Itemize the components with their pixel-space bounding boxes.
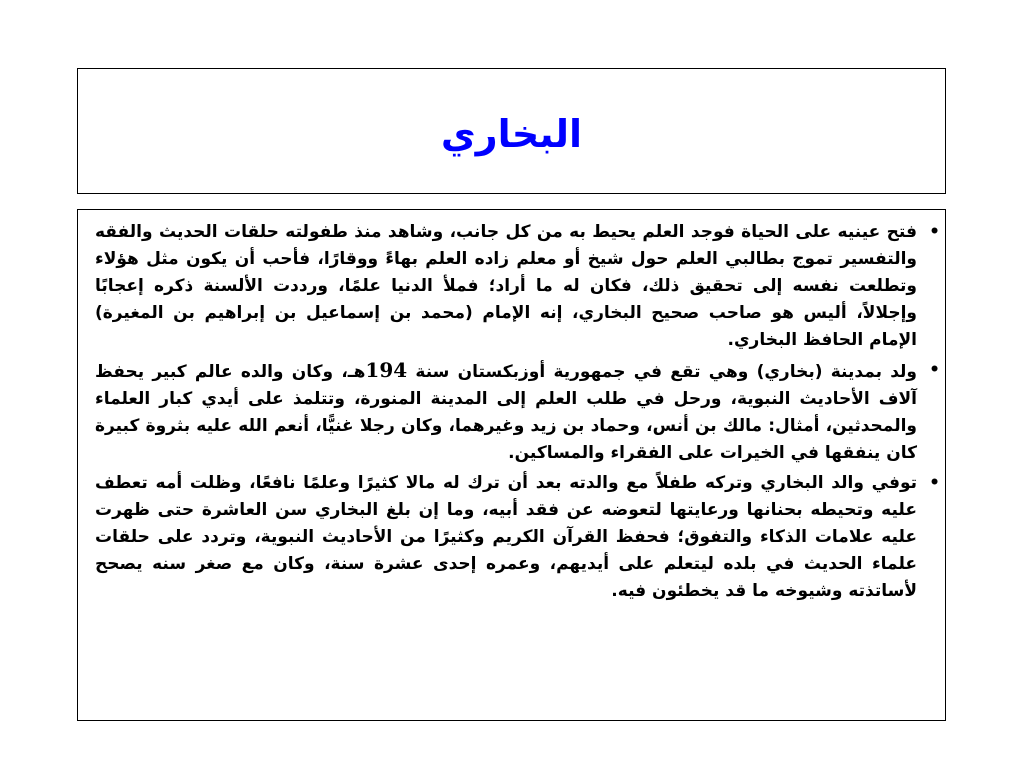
- slide-title: البخاري: [440, 112, 583, 156]
- content-list: [95, 219, 945, 608]
- list-item: [95, 219, 945, 354]
- title-placeholder[interactable]: [77, 68, 946, 194]
- list-item: [95, 470, 945, 605]
- paragraph-text: توفي والد البخاري وتركه طفلاً مع والدته بعد أن ترك له مالا كثيرًا وعلمًا نافعًا، وظلت أمه تعطف عليه وتحيطه بحنانها ورعايتها لتعوضه عن فقد أبيه، وما إن بلغ البخاري سن العاشرة حتى ظهرت عليه علامات الذكاء والتفوق؛ فحفظ القرآن الكريم وكثيرًا من الأحاديث النبوية، وتردد على حلقات علماء الحديث في بلده ليتعلم على أيديهم، وعمره إحدى عشرة سنة، وكان مع صغر سنه يصحح لأساتذته وشيوخه ما قد يخطئون فيه.: [95, 473, 917, 601]
- bullet-icon: •: [929, 473, 940, 493]
- paragraph-text: ولد بمدينة (بخاري) وهي تقع في جمهورية أوزبكستان سنة: [407, 362, 917, 382]
- year-number: 194: [365, 358, 408, 382]
- list-item: [95, 357, 945, 467]
- paragraph-text: فتح عينيه على الحياة فوجد العلم يحيط به من كل جانب، وشاهد منذ طفولته حلقات الحديث والفقه والتفسير تموج بطالبي العلم حول شيخ أو معلم زاده العلم بهاءً ووقارًا، فأحب أن يكون مثل هؤلاء وتطلعت نفسه إلى تحقيق ذلك، فكان له ما أراد؛ فملأ الدنيا علمًا، ورددت الألسنة ذكره إعجابًا وإجلالاً، أليس هو صاحب صحيح البخاري، إنه الإمام (محمد بن إسماعيل بن إبراهيم بن المغيرة) الإمام الحافظ البخاري.: [95, 222, 917, 350]
- paragraph-text: هـ، وكان والده عالم كبير يحفظ آلاف الأحاديث النبوية، ورحل في طلب العلم إلى المدينة المنورة، وتتلمذ على أيدي كبار العلماء والمحدثين، أمثال: مالك بن أنس، وحماد بن زيد وغيرهما، وكان رجلا غنيًّا، أنعم الله عليه بثروة كبيرة كان ينفقها في الخيرات على الفقراء والمساكين.: [95, 362, 917, 463]
- bullet-icon: •: [929, 360, 940, 380]
- bullet-icon: •: [929, 222, 940, 242]
